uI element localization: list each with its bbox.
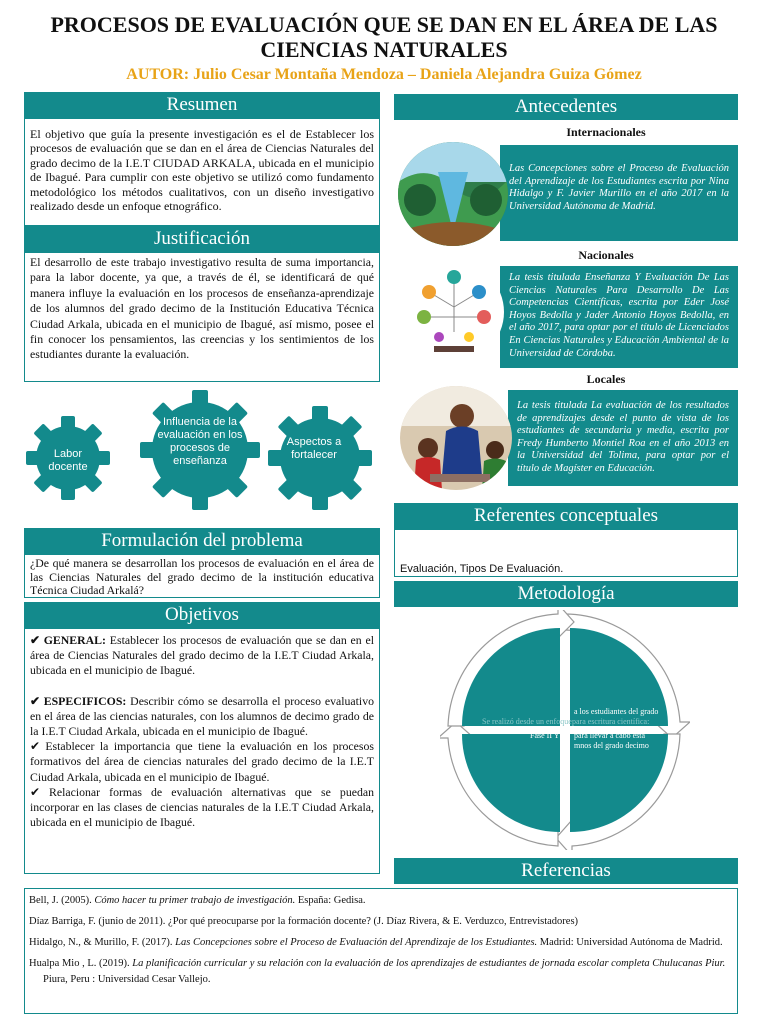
objetivo-general-text: Establecer los procesos de evaluación que se dan en el área de Ciencias Naturales del grado decimo de la I.E.T Ciudad Arkala, ubicada en el municipio de Ibagué. [30,633,374,678]
metodologia-line-3: para escritura científica: [572,717,650,726]
classroom-photo [400,386,512,490]
cycle-quadrants [462,628,668,832]
objetivo-item-3: ✔ Relacionar formas de evaluación alternativas que se puedan incorporar en las clases de ciencias naturales de la I.E.T Ciudad Arkala, ubicada en el municipio de Ibagué. [30,784,374,830]
internacionales-text: Las Concepciones sobre el Proceso de Evaluación del Aprendizaje de los Estudiantes escrita por Nina Hidalgo y F. Javier Murillo en el año 2017 en la Universidad Autónoma de Madrid. [500,145,738,241]
reference-item: Hualpa Mio , L. (2019). La planificación curricular y su relación con la evaluación de los aprendizajes de estudiantes de jornada escolar completa Chulucanas Piur. Piura, Peru : Universidad Cesar Vallejo. [29,958,726,985]
problema-text: ¿De qué manera se desarrollan los procesos de evaluación en el área de las Ciencias Naturales del grado decimo de la institución educativa Técnica Ciudad Arkalá? [24,554,380,598]
justificacion-text: El desarrollo de este trabajo investigativo resulta de suma importancia, para la labor docente, ya que, a través de él, se identificará de qué manera influye la evaluación en los procesos de enseñanza-aprendizaje de los alumnos del grado decimo de la Institución Educativa Técnica Ciudad Arkala, ubicada en el municipio de Ibagué, así mismo, posee el fin conocer los pensamientos, las creencias y los sentimientos de los estudiantes durante la evaluación. [24,252,380,382]
antecedentes-heading: Antecedentes [394,94,738,120]
metodologia-line-6: mnos del grado decimo [574,741,649,750]
gear-label-right: Aspectos a fortalecer [286,436,342,461]
poster-author: AUTOR: Julio Cesar Montaña Mendoza – Daniela Alejandra Guiza Gómez [126,66,642,83]
tree-network-illustration [404,262,504,362]
nacionales-text: La tesis titulada Enseñanza Y Evaluación De Las Ciencias Naturales Para Desarrollo De Las Competencias Científicas, escrita por Eder José Hoyos Bedolla y Jader Antonio Hoyos Bedolla, en el año 2017, para optar por el título de Licenciados En Ciencias Naturales y Educación Ambiental de la Universidad de Córdoba. [500,266,738,368]
resumen-text: El objetivo que guía la presente investigación es el de Establecer los procesos de evaluación que se dan en el área de Ciencias Naturales del grado decimo de la I.E.T CIUDAD ARKALA, ubicada en el municipio de Ibagué. Para cumplir con este objetivo se utilizó como fundamento metodológico los métodos cualitativos, con un diseño investigativo realizado desde un enfoque etnográfico. [24,118,380,226]
reference-item: Díaz Barriga, F. (junio de 2011). ¿Por qué preocuparse por la formación docente? (J. Díaz Rivera, & E. Verduzco, Entrevistadores) [29,916,579,927]
cycle-arrows [440,610,690,850]
metodologia-line-4: Fase II Y [530,731,560,740]
objetivos-box [24,628,380,874]
gear-label-left: Labor docente [48,448,88,473]
internacionales-label: Internacionales [566,125,646,139]
problema-heading: Formulación del problema [24,528,380,554]
referentes-text: Evaluación, Tipos De Evaluación. [394,529,738,577]
referentes-heading: Referentes conceptuales [394,503,738,529]
locales-label: Locales [586,372,626,386]
referencias-heading: Referencias [394,858,738,884]
nature-illustration [398,142,508,246]
metodologia-line-1: a los estudiantes del grado [574,707,659,716]
objetivo-item-2: ✔ Establecer la importancia que tiene la evaluación en los procesos formativos del área de ciencias naturales del grado decimo de la I.E.T Ciudad Arkala, ubicada en el municipio de Ibagué. [30,739,374,784]
poster-title: PROCESOS DE EVALUACIÓN QUE SE DAN EN EL ÁREA DE LAS CIENCIAS NATURALES [50,12,718,62]
cycle-diagram [440,610,690,850]
objetivos-heading: Objetivos [24,602,380,628]
objetivo-general-label: ✔ GENERAL: [30,633,106,647]
justificacion-heading: Justificación [24,226,380,252]
metodologia-heading: Metodología [394,581,738,607]
objetivo-especificos-text: Describir cómo se desarrolla el proceso evaluativo en el área de las ciencias naturales, con los alumnos de decimo grado de la I.E.T Ciudad Arkala, ubicada en el municipio de Ibagué. [30,693,374,739]
reference-item: Bell, J. (2005). Cómo hacer tu primer trabajo de investigación. España: Gedisa. [29,895,366,906]
metodologia-line-2: Se realizó desde un enfoque [482,717,572,726]
gear-label-center: Influencia de la evaluación en los procesos de enseñanza [157,416,243,467]
objetivo-especificos-label: ✔ ESPECIFICOS: [30,693,127,708]
metodologia-line-5: para llevar a cabo esta [574,731,646,740]
referencias-box [24,888,738,1014]
reference-item: Hidalgo, N., & Murillo, F. (2017). Las Concepciones sobre el Proceso de Evaluación del Aprendizaje de los Estudiantes. Madrid: Universidad Autónoma de Madrid. [29,937,723,948]
locales-text: La tesis titulada La evaluación de los resultados de aprendizajes desde el punto de vista de los estudiantes de secundaria y media, escrita por Fredy Humberto Montiel Roa en el año 2013 en la Universidad del Tolima, para optar por el título de Magíster en Educación. [508,390,738,486]
resumen-heading: Resumen [24,92,380,118]
nacionales-label: Nacionales [578,248,634,262]
